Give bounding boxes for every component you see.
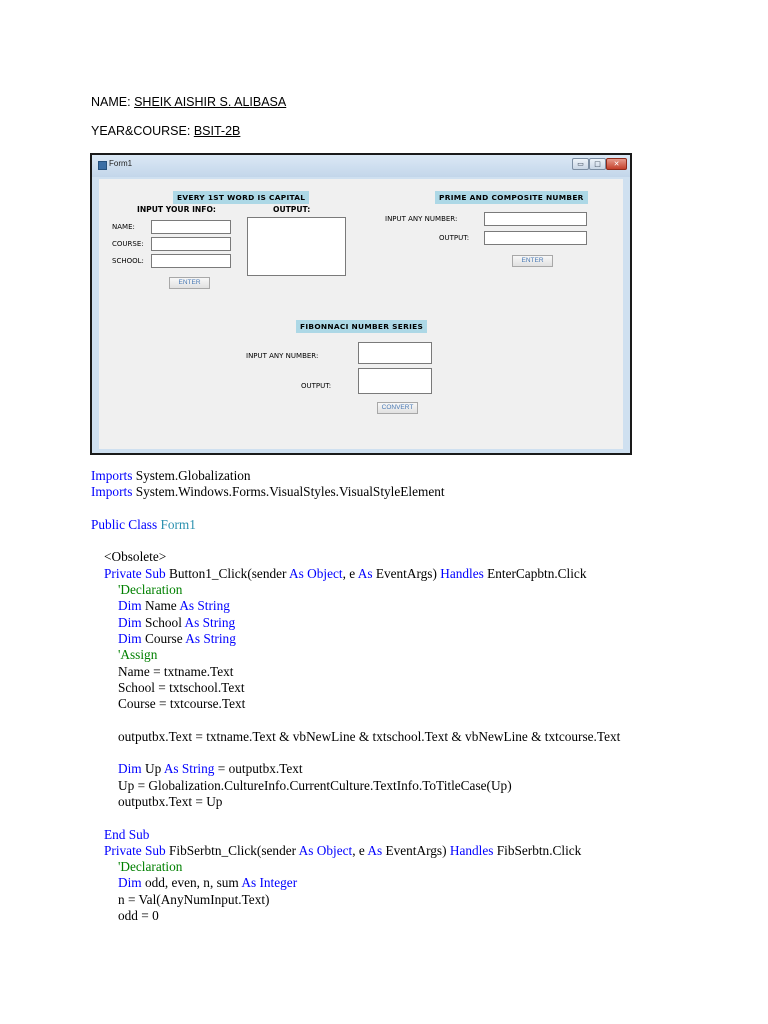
prime-output-label: OUTPUT: (439, 234, 470, 242)
code-line: Course = txtcourse.Text (118, 696, 246, 712)
capital-output-box[interactable] (247, 217, 346, 276)
window-title: Form1 (109, 159, 133, 168)
code-line: Dim Name As String (118, 598, 230, 614)
minimize-icon[interactable]: ▭ (572, 158, 589, 170)
code-comment: 'Declaration (118, 859, 183, 875)
form-client-area (99, 179, 623, 449)
code-line: Public Class Form1 (91, 516, 196, 532)
code-line: outputbx.Text = Up (118, 793, 223, 809)
course-input[interactable] (151, 237, 231, 251)
course-label: YEAR&COURSE: (91, 124, 191, 138)
code-blank (91, 533, 620, 549)
code-line: Dim Up As String = outputbx.Text (118, 761, 303, 777)
year-course-line (91, 124, 240, 138)
prime-input-label: INPUT ANY NUMBER: (385, 215, 458, 223)
fib-output-box[interactable] (358, 368, 432, 394)
course-value: BSIT-2B (193, 124, 241, 138)
prime-number-input[interactable] (484, 212, 587, 226)
school-field-label: SCHOOL: (112, 257, 144, 265)
code-comment: 'Assign (118, 647, 158, 663)
code-line: Private Sub FibSerbtn_Click(sender As Object, e As EventArgs) Handles FibSerbtn.Click (104, 842, 582, 858)
form-icon (98, 161, 107, 170)
prime-enter-button[interactable]: ENTER (512, 255, 553, 267)
name-label: NAME: (91, 95, 131, 109)
fib-convert-button[interactable]: CONVERT (377, 402, 418, 414)
code-line: Dim Course As String (118, 630, 236, 646)
code-blank (91, 501, 620, 517)
fib-number-input[interactable] (358, 342, 432, 364)
capital-enter-button[interactable]: ENTER (169, 277, 210, 289)
input-info-header: INPUT YOUR INFO: (137, 205, 216, 214)
fib-section-title: FIBONNACI NUMBER SERIES (296, 320, 427, 333)
prime-output-box[interactable] (484, 231, 587, 245)
code-comment: 'Declaration (118, 582, 183, 598)
code-line: End Sub (104, 826, 150, 842)
code-listing (91, 468, 620, 924)
code-blank (91, 810, 620, 826)
school-input[interactable] (151, 254, 231, 268)
capital-section-title: EVERY 1ST WORD IS CAPITAL (173, 191, 309, 204)
name-input[interactable] (151, 220, 231, 234)
code-line: odd = 0 (118, 908, 159, 924)
window-titlebar (92, 155, 630, 177)
code-line: School = txtschool.Text (118, 679, 245, 695)
capital-output-header: OUTPUT: (273, 205, 311, 214)
code-line: Imports System.Windows.Forms.VisualStyles.VisualStyleElement (91, 484, 445, 500)
code-line: outputbx.Text = txtname.Text & vbNewLine & txtschool.Text & vbNewLine & txtcourse.Text (118, 728, 621, 744)
fib-output-label: OUTPUT: (301, 382, 332, 390)
name-field-label: NAME: (112, 223, 135, 231)
student-name-line (91, 95, 286, 109)
name-value: SHEIK AISHIR S. ALIBASA (134, 95, 287, 109)
code-line: Private Sub Button1_Click(sender As Object, e As EventArgs) Handles EnterCapbtn.Click (104, 565, 587, 581)
code-line: <Obsolete> (104, 549, 167, 565)
code-line: Up = Globalization.CultureInfo.CurrentCulture.TextInfo.ToTitleCase(Up) (118, 777, 512, 793)
form-window (90, 153, 632, 455)
prime-section-title: PRIME AND COMPOSITE NUMBER (435, 191, 588, 204)
code-blank (91, 712, 620, 728)
fib-input-label: INPUT ANY NUMBER: (246, 352, 319, 360)
code-line: Name = txtname.Text (118, 663, 234, 679)
code-line: Imports System.Globalization (91, 468, 251, 483)
close-icon[interactable]: ✕ (606, 158, 627, 170)
code-blank (91, 745, 620, 761)
course-field-label: COURSE: (112, 240, 144, 248)
code-line: Dim School As String (118, 614, 236, 630)
maximize-icon[interactable]: □ (589, 158, 606, 170)
code-line: Dim odd, even, n, sum As Integer (118, 875, 298, 891)
code-line: n = Val(AnyNumInput.Text) (118, 891, 270, 907)
